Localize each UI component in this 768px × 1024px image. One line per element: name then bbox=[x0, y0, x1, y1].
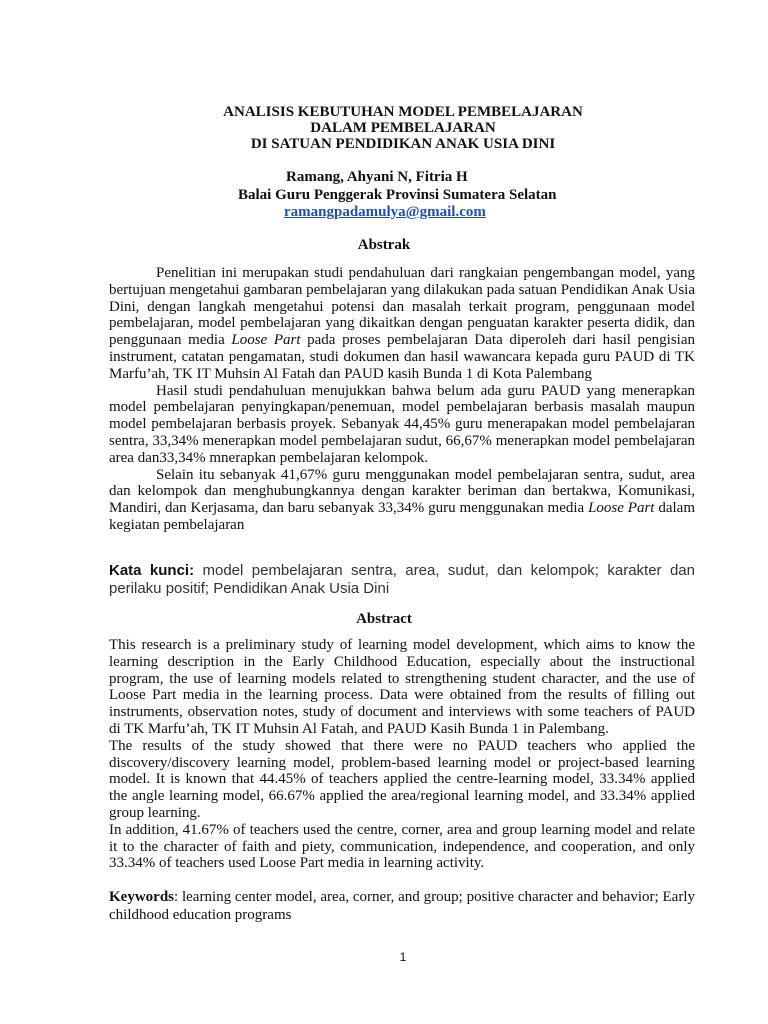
kata-kunci-text: model pembelajaran sentra, area, sudut, dan kelompok; karakter dan perilaku positif; Pendidikan Anak Usia Dini bbox=[109, 562, 695, 597]
abstrak-p3-italic: Loose Part bbox=[588, 500, 655, 517]
title-line-2: DALAM PEMBELAJARAN bbox=[310, 120, 496, 136]
abstrak-paragraph-1 bbox=[109, 265, 695, 383]
title-line-3: DI SATUAN PENDIDIKAN ANAK USIA DINI bbox=[250, 136, 556, 152]
abstract-paragraph-2: The results of the study showed that there were no PAUD teachers who applied the discovery/discovery learning model, problem-based learning model or project-based learning model. It is known that 44.45% of teachers applied the centre-learning model, 33.34% applied the angle learning model, 66.67% applied the area/regional learning model, and 33.34% applied group learning. bbox=[109, 737, 695, 821]
abstract-body bbox=[109, 637, 695, 872]
paper-title bbox=[0, 104, 768, 152]
abstract-paragraph-1: This research is a preliminary study of learning model development, which aims to know the learning description in the Early Childhood Education, especially about the instructional program, the use of learning models related to strengthening student character, and the use of Loose Part media in the learning process. Data were obtained from the results of filling out instruments, observation notes, study of document and interviews with some teachers of PAUD di TK Marfu’ah, TK IT Muhsin Al Fatah, and PAUD Kasih Bunda 1 in Palembang. bbox=[109, 637, 695, 737]
abstrak-paragraph-2: Hasil studi pendahuluan menujukkan bahwa belum ada guru PAUD yang menerapkan model pembelajaran penyingkapan/penemuan, model pembelajaran berbasis masalah maupun model pembelajaran berbasis proyek. Sebanyak 44,45% guru menerapakan model pembelajaran sentra, 33,34% menerapkan model pembelajaran sudut, 66,67% menerapkan model pembelajaran area dan33,34% mnerapkan pembelajaran kelompok. bbox=[109, 382, 695, 466]
affiliation: Balai Guru Penggerak Provinsi Sumatera Selatan bbox=[238, 187, 557, 203]
page-number: 1 bbox=[399, 950, 407, 964]
author-email-link[interactable]: ramangpadamulya@gmail.com bbox=[284, 204, 486, 220]
abstrak-p1-italic: Loose Part bbox=[231, 332, 301, 349]
abstrak-p3-text: Selain itu sebanyak 41,67% guru menggunakan model pembelajaran sentra, sudut, area dan kelompok dan menghubungkannya dengan karakter beriman dan bertakwa, Komunikasi, Mandiri, dan Kerjasama, dan baru sebanyak 33,34% guru menggunakan media bbox=[109, 466, 695, 517]
title-line-1: ANALISIS KEBUTUHAN MODEL PEMBELAJARAN bbox=[223, 104, 583, 120]
abstract-paragraph-3: In addition, 41.67% of teachers used the centre, corner, area and group learning model and relate it to the character of faith and piety, communication, independence, and cooperation, and only 33.34% of teachers used Loose Part media in learning activity. bbox=[109, 821, 695, 872]
abstrak-body bbox=[109, 265, 695, 534]
keywords-label: Keywords bbox=[109, 889, 174, 905]
abstract-heading: Abstract bbox=[356, 611, 412, 627]
abstrak-paragraph-3 bbox=[109, 467, 695, 534]
abstrak-p1-text: Penelitian ini merupakan studi pendahuluan dari rangkaian pengembangan model, yang bertujuan mengetahui gambaran pembelajaran yang dilakukan pada satuan Pendidikan Anak Usia Dini, dengan langkah mengetahui potensi dan masalah terkait program, penggunaan model pembelajaran, model pembelajaran yang dikaitkan dengan penguatan karakter peserta didik, dan penggunaan media bbox=[109, 265, 695, 349]
abstrak-p1-text-end: pada proses pembelajaran Data diperoleh dari hasil pengisian instrument, catatan pengamatan, studi dokumen dan hasil wawancara kepada guru PAUD di TK Marfu’ah, TK IT Muhsin Al Fatah dan PAUD kasih Bunda 1 di Kota Palembang bbox=[109, 332, 696, 382]
keywords bbox=[109, 888, 695, 924]
kata-kunci-label: Kata kunci: bbox=[109, 562, 195, 579]
kata-kunci bbox=[109, 562, 695, 598]
abstrak-p3-text-end: dalam kegiatan pembelajaran bbox=[109, 500, 695, 533]
abstrak-heading: Abstrak bbox=[357, 237, 411, 253]
keywords-text: : learning center model, area, corner, and group; positive character and behavior; Early childhood education programs bbox=[109, 889, 695, 923]
author-list: Ramang, Ahyani N, Fitria H bbox=[286, 169, 468, 185]
